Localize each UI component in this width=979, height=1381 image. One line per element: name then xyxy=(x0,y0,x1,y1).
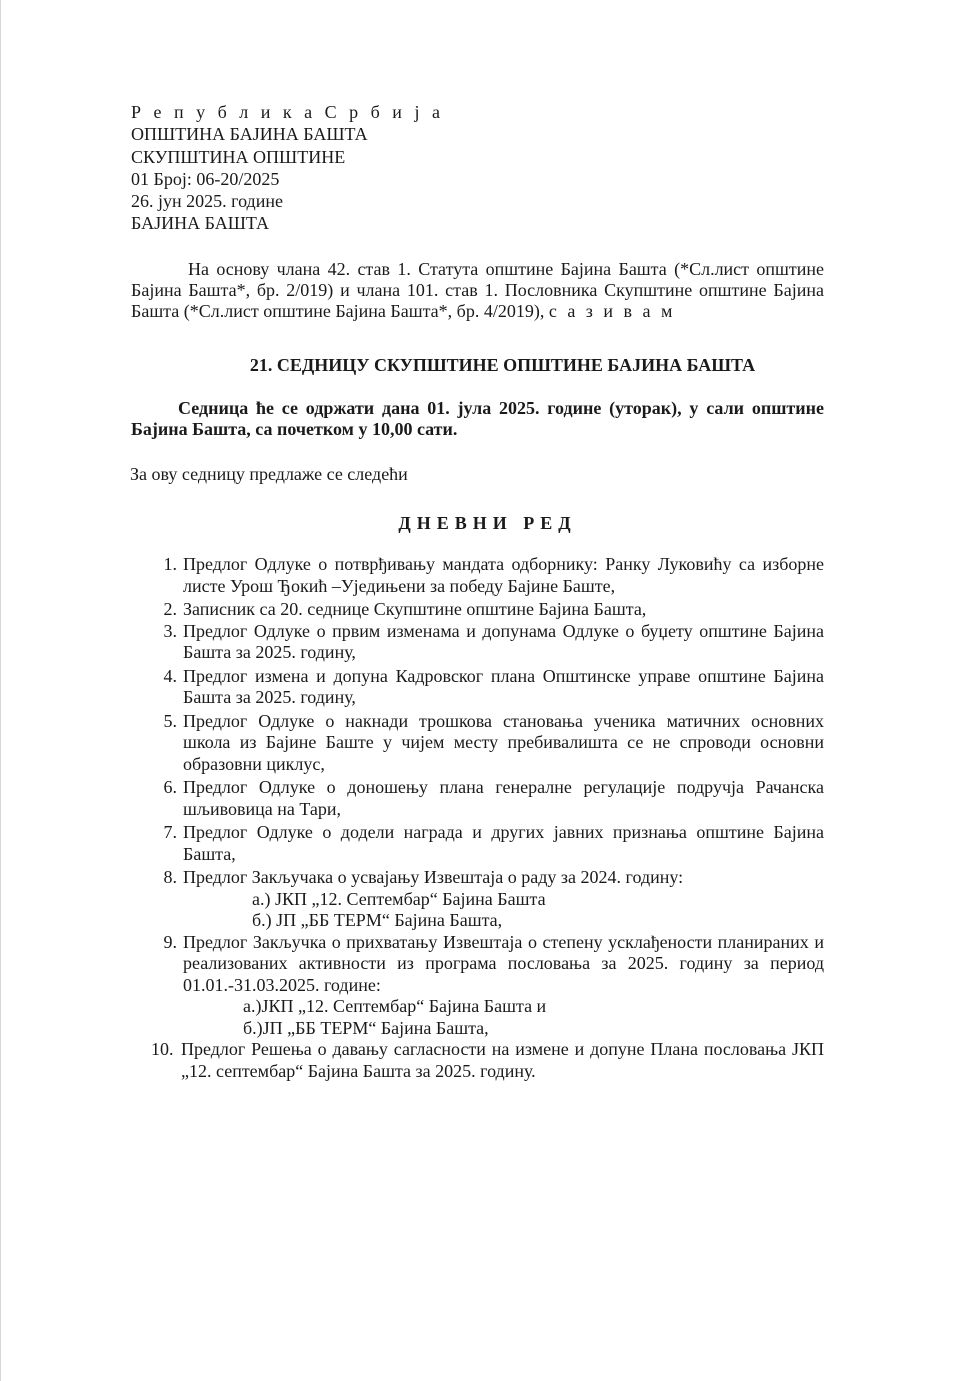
agenda-subitem: б.)ЈП „ББ ТЕРМ“ Бајина Башта, xyxy=(243,1017,489,1038)
agenda-subitems xyxy=(183,889,824,932)
document-date: 26. јун 2025. године xyxy=(131,191,283,212)
session-title: 21. СЕДНИЦУ СКУПШТИНЕ ОПШТИНЕ БАЈИНА БАШТА xyxy=(249,355,756,375)
country-line: Р е п у б л и к а С р б и ј а xyxy=(131,102,444,122)
agenda-item-number: 1. xyxy=(163,554,177,574)
agenda-item xyxy=(151,599,824,621)
city-line: БАЈИНА БАШТА xyxy=(131,213,269,234)
agenda-item-number: 5. xyxy=(163,710,177,731)
document-number: 01 Број: 06-20/2025 xyxy=(131,168,280,189)
agenda-item-number: 6. xyxy=(163,777,177,797)
agenda-item-number: 3. xyxy=(163,620,177,641)
agenda-title: ДНЕВНИ РЕД xyxy=(398,513,577,533)
municipality-line: ОПШТИНА БАЈИНА БАШТА xyxy=(131,124,368,145)
agenda-item xyxy=(151,932,824,1040)
session-info xyxy=(131,398,824,440)
intro-paragraph xyxy=(131,259,824,322)
agenda-item-number: 8. xyxy=(163,867,177,887)
agenda-item xyxy=(151,867,824,932)
convene-word: с а з и в а м xyxy=(548,301,676,321)
agenda-item xyxy=(151,554,824,597)
agenda-item xyxy=(151,666,824,709)
session-info-text: Седница ће се одржати дана 01. јула 2025. године (уторак), у сали општине Бајина Башта, са почетком у 10,00 сати. xyxy=(131,398,824,439)
agenda-subitem: а.) ЈКП „12. Септембар“ Бајина Башта xyxy=(252,888,546,909)
agenda-item-text: Предлог Одлуке о накнади трошкова становања ученика матичних основних школа из Бајине Баште у чијем месту пребивалишта се не спроводи основни образовни циклус, xyxy=(183,710,824,774)
agenda-item-text: Предлог Закључака о усвајању Извештаја о раду за 2024. годину: xyxy=(183,867,684,887)
agenda-subitem: б.) ЈП „ББ ТЕРМ“ Бајина Башта, xyxy=(252,910,503,930)
legal-basis-text: На основу члана 42. став 1. Статута општине Бајина Башта (*Сл.лист општине Бајина Башта*, бр. 2/019) и члана 101. став 1. Пословника Скупштине општине Бајина Башта (*Сл.лист општине Бајина Башта*, бр. 4/2019), xyxy=(131,259,824,321)
agenda-item-text: Предлог Одлуке о додели награда и других јавних признања општине Бајина Башта, xyxy=(183,822,824,864)
agenda-item-text: Предлог Закључка о прихватању Извештаја о степену усклађености планираних и реализованих активности из програма пословања за 2025. годину за период 01.01.-31.03.2025. године: xyxy=(183,931,824,995)
agenda-item-number: 7. xyxy=(163,822,177,842)
agenda-item xyxy=(151,621,824,664)
agenda-item-number: 9. xyxy=(163,931,177,952)
agenda-subitem: а.)ЈКП „12. Септембар“ Бајина Башта и xyxy=(243,996,547,1016)
agenda-item xyxy=(151,711,824,776)
agenda-item-text: Предлог измена и допуна Кадровског плана Општинске управе општине Бајина Башта за 2025. годину, xyxy=(183,665,824,707)
proposal-line: За ову седницу предлаже се следећи xyxy=(130,464,408,484)
assembly-line: СКУПШТИНА ОПШТИНЕ xyxy=(131,146,346,167)
agenda-item xyxy=(151,822,824,865)
agenda-item-number: 2. xyxy=(163,599,177,619)
agenda-item-text: Предлог Одлуке о доношењу плана генералне регулације подручја Рачанска шљивовица на Тари, xyxy=(183,777,824,819)
agenda-subitems xyxy=(183,996,824,1039)
agenda-item-text: Предлог Решења о давању сагласности на измене и допуне Плана пословања ЈКП „12. септембар“ Бајина Башта за 2025. годину. xyxy=(181,1039,824,1081)
agenda-item-text: Предлог Одлуке о првим изменама и допунама Одлуке о буџету општине Бајина Башта за 2025. годину, xyxy=(183,620,824,662)
agenda-item-number: 10. xyxy=(151,1039,174,1059)
agenda-list xyxy=(151,554,824,1084)
agenda-item xyxy=(151,1039,824,1082)
agenda-item-text: Записник са 20. седнице Скупштине општине Бајина Башта, xyxy=(183,599,647,619)
letterhead xyxy=(131,101,444,235)
agenda-item-number: 4. xyxy=(163,665,177,686)
agenda-item xyxy=(151,777,824,820)
agenda-item-text: Предлог Одлуке о потврђивању мандата одборнику: Ранку Луковићу са изборне листе Урош Ђокић –Уједињени за победу Бајине Баште, xyxy=(183,554,824,596)
